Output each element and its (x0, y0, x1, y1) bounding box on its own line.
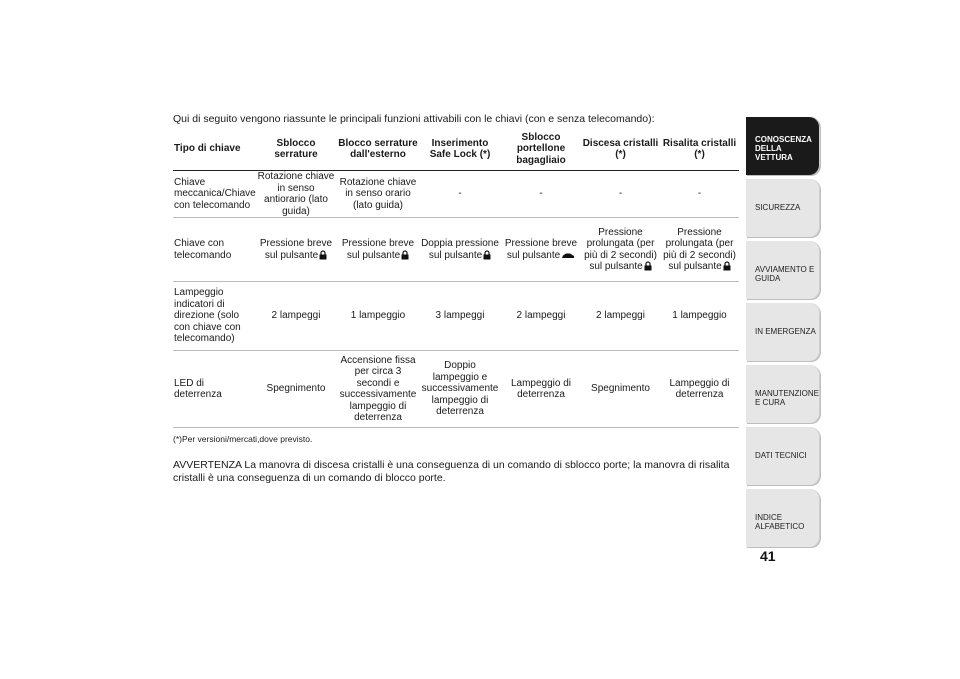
table-cell (255, 282, 337, 351)
cell-text: Rotazione chiave in senso antiorario (lato guida) (257, 171, 335, 217)
cell-text: - (618, 188, 623, 200)
row-key-type: Lampeggio indicatori di direzione (solo con chiave con telecomando) (173, 282, 255, 351)
header-sblocco-portellone: Sblocco portellone bagagliaio (501, 128, 581, 171)
car-icon (561, 252, 575, 260)
row-key-type: LED di deterrenza (173, 351, 255, 428)
table-cell (255, 171, 337, 218)
chapter-tab[interactable]: AVVIAMENTO E GUIDA (746, 241, 820, 299)
chapter-tab[interactable]: DATI TECNICI (746, 427, 820, 485)
lock-icon (723, 261, 731, 271)
chapter-tab[interactable]: SICUREZZA (746, 179, 820, 237)
table-cell (337, 351, 419, 428)
cell-text: 1 lampeggio (672, 310, 727, 322)
key-functions-table (173, 128, 739, 428)
table-cell (419, 218, 501, 282)
cell-text: 2 lampeggi (271, 310, 321, 322)
row-key-type: Chiave meccanica/Chiave con telecomando (173, 171, 255, 218)
cell-text: Accensione fissa per circa 3 secondi e successivamente lampeggio di deterrenza (339, 354, 417, 423)
table-cell (581, 351, 660, 428)
cell-text: Lampeggio di deterrenza (510, 377, 572, 400)
table-cell (337, 218, 419, 282)
header-discesa-cristalli: Discesa cristalli (*) (581, 128, 660, 171)
chapter-tab[interactable]: MANUTENZIONE E CURA (746, 365, 820, 423)
cell-text: 2 lampeggi (596, 310, 645, 322)
cell-text: Doppio lampeggio e successivamente lampeggio di deterrenza (421, 360, 499, 418)
table-cell (581, 218, 660, 282)
cell-text: Spegnimento (591, 383, 650, 395)
table-row (173, 282, 739, 351)
table-cell (337, 171, 419, 218)
cell-text: Pressione breve sul pulsante (259, 238, 333, 261)
table-cell (660, 171, 739, 218)
intro-text: Qui di seguito vengono riassunte le principali funzioni attivabili con le chiavi (con e senza telecomando): (173, 113, 655, 125)
cell-text: Pressione breve sul pulsante (504, 238, 578, 261)
cell-text: 1 lampeggio (350, 310, 406, 322)
warning-text: La manovra di discesa cristalli è una conseguenza di un comando di sblocco porte; la manovra di risalita cristalli è una conseguenza di un comando di blocco porte. (173, 459, 730, 484)
lock-icon (319, 250, 327, 260)
cell-text: 2 lampeggi (516, 310, 566, 322)
table-cell (419, 351, 501, 428)
header-risalita-cristalli: Risalita cristalli (*) (660, 128, 739, 171)
table-cell (419, 282, 501, 351)
header-tipo-chiave: Tipo di chiave (173, 128, 255, 171)
lock-icon (483, 250, 491, 260)
table-cell (337, 282, 419, 351)
footnote: (*)Per versioni/mercati,dove previsto. (173, 434, 313, 444)
cell-text: - (539, 188, 543, 200)
table-cell (660, 351, 739, 428)
chapter-tab[interactable]: IN EMERGENZA (746, 303, 820, 361)
table-cell (419, 171, 501, 218)
table-header-row (173, 128, 739, 171)
warning-label: AVVERTENZA (173, 459, 242, 471)
cell-text: 3 lampeggi (435, 310, 485, 322)
cell-text: Rotazione chiave in senso orario (lato guida) (339, 176, 417, 211)
cell-text: Pressione prolungata (per più di 2 secondi) sul pulsante (663, 226, 736, 272)
cell-text: - (458, 188, 462, 200)
header-safe-lock: Inserimento Safe Lock (*) (419, 128, 501, 171)
chapter-tab[interactable]: CONOSCENZA DELLA VETTURA (746, 117, 820, 175)
table-row (173, 351, 739, 428)
table-row (173, 171, 739, 218)
cell-text: Spegnimento (266, 383, 326, 395)
page-number: 41 (760, 548, 776, 564)
cell-text: Pressione breve sul pulsante (341, 238, 415, 261)
table-cell (255, 351, 337, 428)
chapter-tab[interactable]: INDICE ALFABETICO (746, 489, 820, 547)
table-cell (660, 282, 739, 351)
cell-text: - (697, 188, 702, 200)
table-cell (581, 171, 660, 218)
header-sblocco-serrature: Sblocco serrature (255, 128, 337, 171)
table-cell (501, 171, 581, 218)
table-cell (501, 218, 581, 282)
warning-paragraph (173, 459, 733, 484)
cell-text: Doppia pressione sul pulsante (421, 238, 499, 261)
cell-text: Lampeggio di deterrenza (669, 377, 730, 400)
table-cell (660, 218, 739, 282)
lock-icon (401, 250, 409, 260)
table-cell (581, 282, 660, 351)
cell-text: Pressione prolungata (per più di 2 secondi) sul pulsante (584, 226, 657, 272)
table-cell (501, 351, 581, 428)
chapter-tabs (746, 117, 820, 551)
table-row (173, 218, 739, 282)
row-key-type: Chiave con telecomando (173, 218, 255, 282)
table-cell (255, 218, 337, 282)
table-cell (501, 282, 581, 351)
header-blocco-serrature: Blocco serrature dall'esterno (337, 128, 419, 171)
lock-icon (644, 261, 652, 271)
